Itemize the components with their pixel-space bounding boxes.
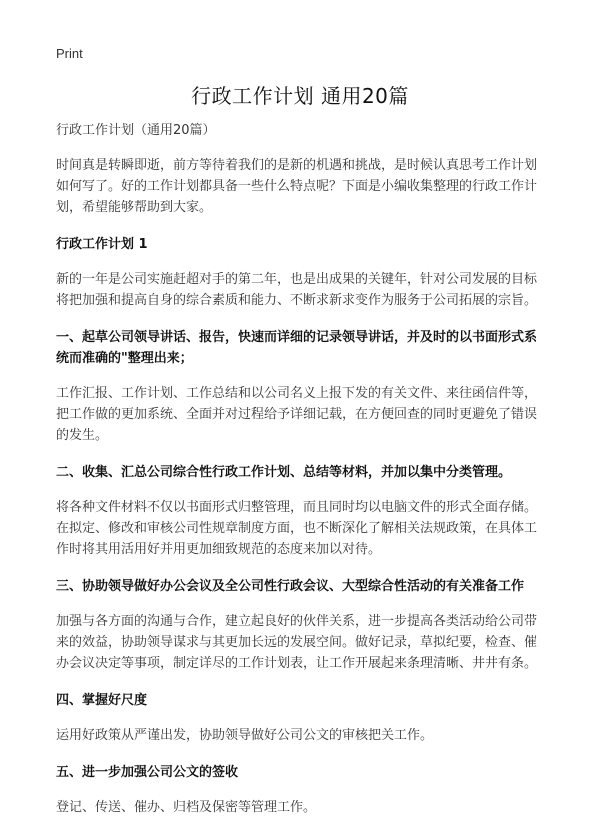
item-heading: 一、起草公司领导讲话、报告，快速而详细的记录领导讲话，并及时的以书面形式系统而准确的"整理出来； <box>56 330 538 366</box>
item-heading: 二、收集、汇总公司综合性行政工作计划、总结等材料，并加以集中分类管理。 <box>56 465 512 480</box>
item-body: 运用好政策从严谨出发，协助领导做好公司公文的审核把关工作。 <box>56 728 434 743</box>
section-intro-paragraph: 新的一年是公司实施赶超对手的第二年，也是出成果的关键年，针对公司发展的目标将把加强和提高自身的综合素质和能力、不断求新求变作为服务于公司拓展的宗旨。 <box>56 272 538 308</box>
print-link[interactable]: Print <box>56 46 83 61</box>
document-body <box>56 120 548 834</box>
intro-paragraph: 时间真是转瞬即逝，前方等待着我们的是新的机遇和挑战，是时候认真思考工作计划如何写了。好的工作计划都具备一些什么特点呢？下面是小编收集整理的行政工作计划，希望能够帮助到大家。 <box>56 158 538 215</box>
item-heading: 五、进一步加强公司公文的签收 <box>56 765 239 780</box>
item-body: 工作汇报、工作计划、工作总结和以公司名义上报下发的有关文件、来往函信件等，把工作做的更加系统、全面并对过程给予详细记载，在方便回查的同时更避免了错误的发生。 <box>56 386 538 443</box>
section-heading: 行政工作计划 1 <box>56 237 148 252</box>
item-heading: 四、掌握好尺度 <box>56 693 148 708</box>
page-title: 行政工作计划 通用20篇 <box>191 84 409 108</box>
document-subtitle: 行政工作计划（通用20篇） <box>56 123 216 138</box>
item-body: 登记、传送、催办、归档及保密等管理工作。 <box>56 800 317 815</box>
item-heading: 三、协助领导做好办公会议及全公司性行政会议、大型综合性活动的有关准备工作 <box>56 579 525 594</box>
item-body: 加强与各方面的沟通与合作，建立起良好的伙伴关系，进一步提高各类活动给公司带来的效益，协助领导谋求与其更加长远的发展空间。做好记录，草拟纪要，检查、催办会议决定等事项，制定详尽的工作计划表，让工作开展起来条理清晰、井井有条。 <box>56 614 538 671</box>
item-body: 将各种文件材料不仅以书面形式归整管理，而且同时均以电脑文件的形式全面存储。在拟定、修改和审核公司性规章制度方面，也不断深化了解相关法规政策，在具体工作时将其用活用好并用更加细致规范的态度来加以对待。 <box>56 500 538 557</box>
